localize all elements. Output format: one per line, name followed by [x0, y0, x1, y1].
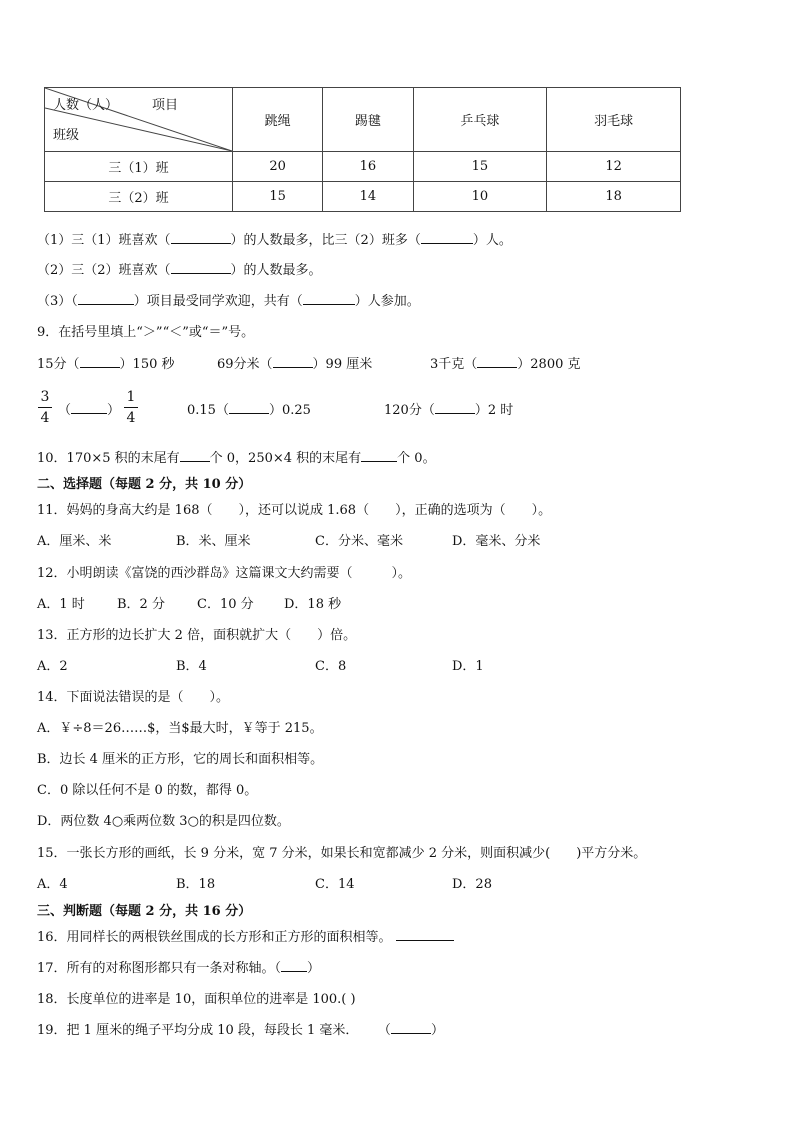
sports-stats-table — [44, 87, 681, 212]
text: 69分米（ — [217, 357, 273, 372]
table-cell: 15 — [233, 182, 323, 212]
q11-option-a[interactable]: A．厘米、米 — [37, 534, 112, 549]
q15-option-d[interactable]: D．28 — [452, 877, 492, 892]
q8-item-1 — [37, 229, 512, 248]
text: 17．所有的对称图形都只有一条对称轴。（ — [37, 961, 282, 976]
row-label: 三（1）班 — [45, 152, 233, 182]
answer-blank[interactable] — [477, 367, 517, 368]
text: 19．把 1 厘米的绳子平均分成 10 段，每段长 1 毫米． — [37, 1023, 359, 1038]
text: ）人。 — [472, 233, 512, 248]
text: （ — [384, 1023, 391, 1038]
answer-blank[interactable] — [396, 940, 454, 941]
text: （ — [58, 403, 72, 418]
q10 — [37, 447, 436, 466]
table-row — [45, 152, 681, 182]
q15-option-c[interactable]: C．14 — [315, 877, 355, 892]
q13-option-a[interactable]: A．2 — [37, 659, 68, 674]
table-header-row — [45, 88, 681, 152]
q12-option-b[interactable]: B．2 分 — [117, 597, 165, 612]
text: ）的人数最多。 — [230, 263, 322, 278]
text: ）0.25 — [268, 403, 311, 418]
q13-option-b[interactable]: B．4 — [176, 659, 207, 674]
q17 — [37, 957, 320, 976]
diag-label-item: 项目 — [152, 98, 179, 113]
table-row — [45, 182, 681, 212]
q12-stem: 12．小明朗读《富饶的西沙群岛》这篇课文大约需要（ ）。 — [37, 566, 412, 581]
q9-title: 9．在括号里填上“＞”“＜”或“＝”号。 — [37, 325, 255, 340]
q12-option-a[interactable]: A．1 时 — [37, 597, 85, 612]
q9-r1c3 — [430, 353, 581, 372]
q9-r2c1 — [58, 399, 120, 418]
q15-stem: 15．一张长方形的画纸，长 9 分米，宽 7 分米，如果长和宽都减少 2 分米，则面积减少( )平方分米。 — [37, 846, 647, 861]
answer-blank[interactable] — [229, 413, 269, 414]
text: ）的人数最多，比三（2）班多（ — [230, 233, 421, 248]
fraction-one-quarter — [124, 387, 138, 428]
text: ）2800 克 — [517, 357, 581, 372]
q13-stem: 13．正方形的边长扩大 2 倍，面积就扩大（ ）倍。 — [37, 628, 357, 643]
table-cell: 20 — [233, 152, 323, 182]
q11-option-d[interactable]: D．毫米、分米 — [452, 534, 541, 549]
q12-option-d[interactable]: D．18 秒 — [284, 597, 342, 612]
text: （1）三（1）班喜欢（ — [37, 233, 171, 248]
text: ） — [307, 961, 321, 976]
q15-option-b[interactable]: B．18 — [176, 877, 216, 892]
q9-r2c2 — [187, 399, 311, 418]
q11-stem: 11．妈妈的身高大约是 168（ ），还可以说成 1.68（ ），正确的选项为（ ）。 — [37, 503, 552, 518]
table-cell: 16 — [323, 152, 413, 182]
answer-blank[interactable] — [78, 304, 134, 305]
text: （3）（ — [37, 294, 78, 309]
table-cell: 15 — [413, 152, 547, 182]
text: ）2 时 — [474, 403, 514, 418]
q14-option-d[interactable]: D．两位数 4○乘两位数 3○的积是四位数。 — [37, 814, 290, 829]
answer-blank[interactable] — [421, 243, 473, 244]
q9-r2c3 — [384, 399, 513, 418]
text: 16．用同样长的两根铁丝围成的长方形和正方形的面积相等。 — [37, 930, 392, 945]
q15-option-a[interactable]: A．4 — [37, 877, 68, 892]
text: 15分（ — [37, 357, 80, 372]
numerator: 3 — [38, 387, 52, 408]
text: ） — [107, 403, 121, 418]
text: （2）三（2）班喜欢（ — [37, 263, 171, 278]
text: ）人参加。 — [354, 294, 420, 309]
answer-blank[interactable] — [361, 461, 397, 462]
q12-option-c[interactable]: C．10 分 — [197, 597, 254, 612]
table-cell: 18 — [547, 182, 681, 212]
row-label: 三（2）班 — [45, 182, 233, 212]
answer-blank[interactable] — [180, 461, 210, 462]
table-cell: 12 — [547, 152, 681, 182]
header-cell: 羽毛球 — [547, 88, 681, 152]
q13-option-c[interactable]: C．8 — [315, 659, 347, 674]
q9-r1c1 — [37, 353, 175, 372]
header-cell: 乒乓球 — [413, 88, 547, 152]
text: ）150 秒 — [119, 357, 175, 372]
answer-blank[interactable] — [435, 413, 475, 414]
answer-blank[interactable] — [391, 1033, 431, 1034]
diag-label-class: 班级 — [53, 128, 80, 143]
text: 3千克（ — [430, 357, 478, 372]
text: ）99 厘米 — [312, 357, 373, 372]
text: 0.15（ — [187, 403, 229, 418]
denominator: 4 — [40, 410, 50, 426]
answer-blank[interactable] — [171, 273, 231, 274]
text: 个 0，250×4 积的末尾有 — [209, 451, 362, 466]
q13-option-d[interactable]: D．1 — [452, 659, 484, 674]
text: ） — [430, 1023, 444, 1038]
table-cell: 14 — [323, 182, 413, 212]
text: 120分（ — [384, 403, 435, 418]
answer-blank[interactable] — [303, 304, 355, 305]
header-cell: 踢毽 — [323, 88, 413, 152]
fraction-three-quarters — [38, 387, 52, 428]
q8-item-2 — [37, 259, 322, 278]
answer-blank[interactable] — [281, 971, 307, 972]
q8-item-3 — [37, 290, 420, 309]
numerator: 1 — [124, 387, 138, 408]
header-cell: 跳绳 — [233, 88, 323, 152]
q19 — [37, 1019, 444, 1038]
answer-blank[interactable] — [171, 243, 231, 244]
denominator: 4 — [126, 410, 136, 426]
text: ）项目最受同学欢迎，共有（ — [133, 294, 303, 309]
q16 — [37, 926, 454, 945]
section-heading-choice: 二、选择题（每题 2 分，共 10 分） — [37, 477, 252, 492]
text: 10．170×5 积的末尾有 — [37, 451, 180, 466]
text: 个 0。 — [397, 451, 436, 466]
answer-blank[interactable] — [80, 367, 120, 368]
answer-blank[interactable] — [71, 413, 107, 414]
section-heading-judgement: 三、判断题（每题 2 分，共 16 分） — [37, 904, 252, 919]
q14-option-b[interactable]: B．边长 4 厘米的正方形，它的周长和面积相等。 — [37, 752, 324, 767]
q14-option-a[interactable]: A．￥÷8＝26……$，当$最大时，￥等于 215。 — [37, 721, 323, 736]
answer-blank[interactable] — [273, 367, 313, 368]
q9-r1c2 — [217, 353, 372, 372]
q14-stem: 14．下面说法错误的是（ ）。 — [37, 690, 230, 705]
q14-option-c[interactable]: C．0 除以任何不是 0 的数，都得 0。 — [37, 783, 258, 798]
q11-option-b[interactable]: B．米、厘米 — [176, 534, 251, 549]
table-cell: 10 — [413, 182, 547, 212]
diagonal-header-cell — [45, 88, 233, 152]
q11-option-c[interactable]: C．分米、毫米 — [315, 534, 403, 549]
q18: 18．长度单位的进率是 10，面积单位的进率是 100.( ) — [37, 992, 356, 1007]
diag-label-people: 人数（人） — [53, 98, 119, 113]
